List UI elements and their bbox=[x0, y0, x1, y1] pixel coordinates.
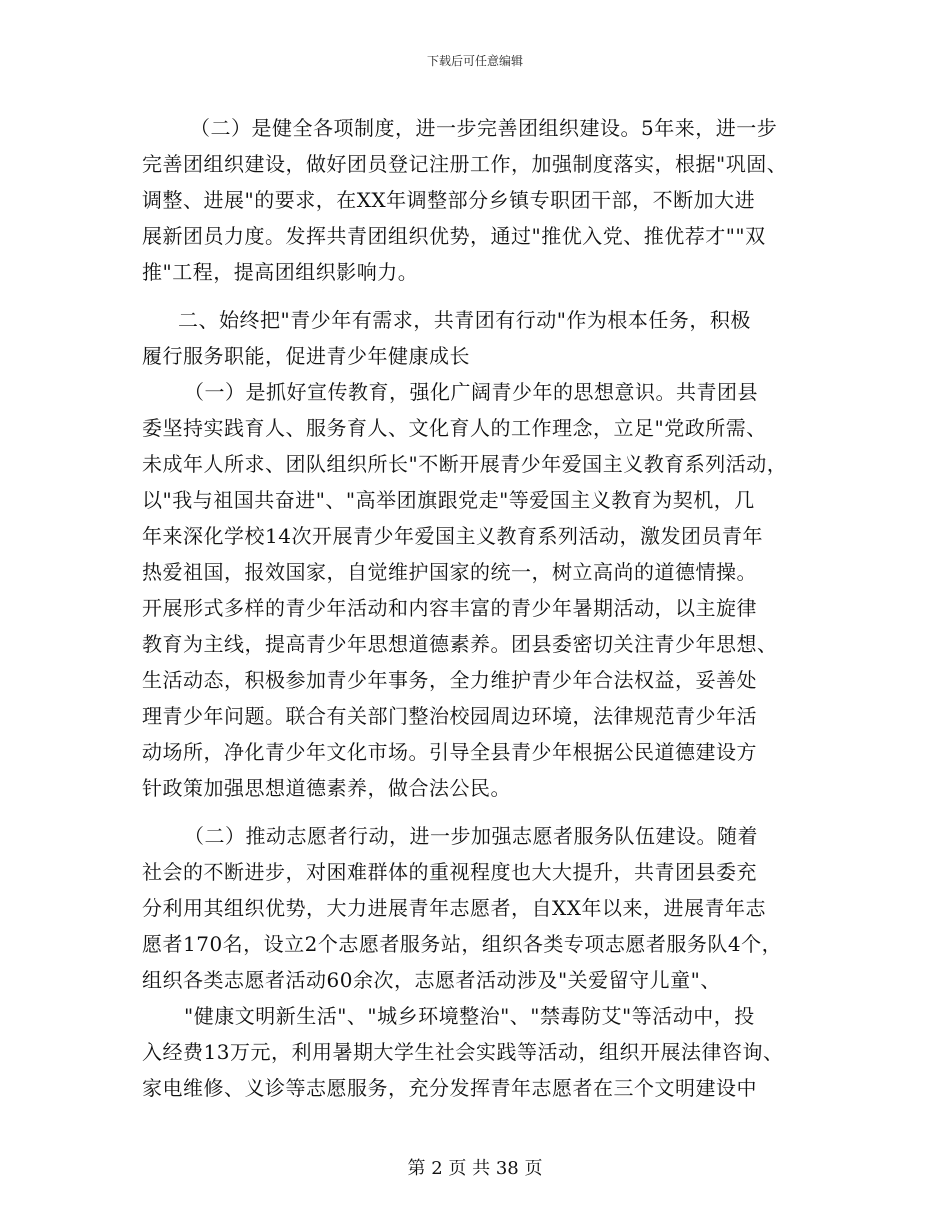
text-line: 教育为主线，提高青少年思想道德素养。团县委密切关注青少年思想、 bbox=[142, 632, 778, 656]
text-line: 委坚持实践育人、服务育人、文化育人的工作理念，立足"党政所需、 bbox=[142, 416, 767, 440]
text-line: 完善团组织建设，做好团员登记注册工作，加强制度落实，根据"巩固、 bbox=[142, 152, 788, 176]
text-line: 热爱祖国，报效国家，自觉维护国家的统一，树立高尚的道德情操。 bbox=[142, 560, 757, 584]
text-line: 生活动态，积极参加青少年事务，全力维护青少年合法权益，妥善处 bbox=[142, 668, 757, 692]
text-line: 组织各类志愿者活动60余次，志愿者活动涉及"关爱留守儿童"、 bbox=[142, 968, 721, 992]
text-line: 未成年人所求、团队组织所长"不断开展青少年爱国主义教育系列活动， bbox=[142, 452, 788, 476]
text-line: 社会的不断进步，对困难群体的重视程度也大大提升，共青团县委充 bbox=[142, 860, 757, 884]
page-header: 下载后可任意编辑 bbox=[426, 54, 523, 68]
text-line: 分利用其组织优势，大力进展青年志愿者，自XX年以来，进展青年志 bbox=[142, 896, 766, 920]
text-line: 动场所，净化青少年文化市场。引导全县青少年根据公民道德建设方 bbox=[142, 740, 757, 764]
text-line: 家电维修、义诊等志愿服务，充分发挥青年志愿者在三个文明建设中 bbox=[142, 1076, 757, 1100]
section-heading: 二、始终把"青少年有需求，共青团有行动"作为根本任务，积极 bbox=[178, 308, 751, 332]
text-line: 以"我与祖国共奋进"、"高举团旗跟党走"等爱国主义教育为契机，几 bbox=[142, 488, 755, 512]
text-line: 入经费13万元，利用暑期大学生社会实践等活动，组织开展法律咨询、 bbox=[142, 1040, 784, 1064]
text-line: 针政策加强思想道德素养，做合法公民。 bbox=[142, 776, 511, 800]
text-line: 推"工程，提高团组织影响力。 bbox=[142, 260, 419, 284]
text-line: 愿者170名，设立2个志愿者服务站，组织各类专项志愿者服务队4个， bbox=[142, 932, 783, 956]
document-body bbox=[142, 110, 822, 1106]
text-line: 调整、进展"的要求，在XX年调整部分乡镇专职团干部，不断加大进 bbox=[142, 188, 756, 212]
page-number: 第 2 页 共 38 页 bbox=[407, 1158, 543, 1179]
text-line: 理青少年问题。联合有关部门整治校园周边环境，法律规范青少年活 bbox=[142, 704, 757, 728]
section-heading: 履行服务职能，促进青少年健康成长 bbox=[142, 344, 470, 368]
text-line: （二）推动志愿者行动，进一步加强志愿者服务队伍建设。随着 bbox=[184, 824, 758, 848]
text-line: （二）是健全各项制度，进一步完善团组织建设。5年来，进一步 bbox=[190, 116, 778, 140]
text-line: 年来深化学校14次开展青少年爱国主义教育系列活动，激发团员青年 bbox=[142, 524, 763, 548]
text-line: （一）是抓好宣传教育，强化广阔青少年的思想意识。共青团县 bbox=[184, 380, 758, 404]
text-line: 开展形式多样的青少年活动和内容丰富的青少年暑期活动，以主旋律 bbox=[142, 596, 757, 620]
text-line: 展新团员力度。发挥共青团组织优势，通过"推优入党、推优荐才""双 bbox=[142, 224, 766, 248]
text-line: "健康文明新生活"、"城乡环境整治"、"禁毒防艾"等活动中，投 bbox=[184, 1004, 755, 1028]
